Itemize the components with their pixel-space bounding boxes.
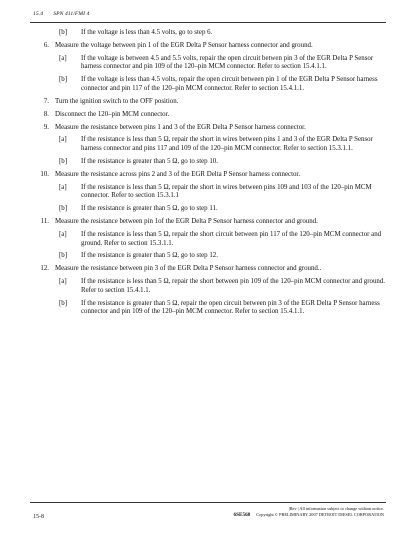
footer-notice: |Rev | All information subject to change without notice.	[288, 506, 384, 511]
step-text: If the resistance is greater than 5 Ω, repair the open circuit between pin 3 of the EGR Delta P Sensor harness connector and pin 109 of the 120–pin MCM connector. Refer to section 15.4.1.1.	[81, 299, 380, 316]
step-text: Measure the resistance between pins 1 and 3 of the EGR Delta P Sensor harness connector.	[55, 123, 306, 131]
step	[33, 111, 388, 120]
step-label: [b]	[59, 299, 68, 307]
step	[33, 218, 388, 227]
step-label: 10.	[40, 170, 49, 178]
step-label: [a]	[59, 230, 67, 238]
sub-step	[33, 205, 388, 214]
step-text: If the resistance is less than 5 Ω, repair the short in wires between pins 1 and 3 of the EGR Delta P Sensor harness connector and pins 117 and 109 of the 120–pin MCM connector. Refer to section 15.3.1.1.	[81, 136, 373, 153]
step-text: If the resistance is less than 5 Ω, repair the short circuit between pin 117 of the 120–pin MCM connector and ground. Refer to section 15.3.1.1.	[81, 230, 382, 247]
sub-step	[33, 158, 388, 167]
step	[33, 42, 388, 51]
running-header	[33, 11, 90, 17]
footer-divider	[30, 502, 386, 503]
header-divider	[30, 22, 386, 23]
step-text: If the resistance is greater than 5 Ω, go to step 10.	[81, 157, 218, 165]
step	[33, 98, 388, 107]
step-label: 11.	[40, 218, 49, 226]
step-label: [a]	[59, 54, 67, 62]
step-text: Measure the voltage between pin 1 of the EGR Delta P Sensor harness connector and ground.	[55, 41, 313, 49]
step-text: If the voltage is between 4.5 and 5.5 volts, repair the open circuit betwen pin 3 of the EGR Delta P Sensor harness connector and pin 109 of the 120–pin MCM connector. Refer to section 15.4.1.1.	[81, 54, 374, 71]
document-code: 6SE568	[233, 512, 251, 518]
procedure-steps	[33, 29, 388, 321]
sub-step	[33, 300, 388, 317]
step-text: Measure the resistance between pin 3 of the EGR Delta P Sensor harness connector and ground..	[55, 265, 322, 273]
step-label: 12.	[40, 265, 49, 273]
step-text: If the voltage is less than 4.5 volts, go to step 6.	[81, 29, 213, 36]
step	[33, 171, 388, 180]
step-text: Measure the resistance between pin 1of the EGR Delta P Sensor harness connector and ground.	[55, 218, 318, 226]
page-number: 15-8	[33, 514, 44, 520]
step-label: 8.	[43, 110, 49, 118]
step	[33, 265, 388, 274]
step-label: 9.	[43, 123, 49, 131]
header-section-number: 15.4	[33, 11, 44, 17]
step-label: [b]	[59, 157, 68, 165]
copyright-text: Copyright © PRELIMINARY 2007 DETROIT DIESEL CORPORATION	[256, 512, 384, 517]
sub-step	[33, 55, 388, 72]
step-text: Disconnect the 120–pin MCM connector.	[55, 110, 170, 118]
step-text: Turn the ignition switch to the OFF position.	[55, 97, 179, 105]
step-label: [b]	[59, 29, 68, 36]
sub-step	[33, 278, 388, 295]
step-text: If the resistance is less than 5 Ω, repair the short between pin 109 of the 120–pin MCM connector and ground. Refer to section 15.4.1.1.	[81, 278, 386, 294]
sub-step	[33, 231, 388, 248]
footer-info	[234, 506, 384, 518]
step-label: [b]	[59, 205, 68, 213]
step-text: If the resistance is less than 5 Ω, repair the short in wires between pins 109 and 103 of the 120–pin MCM connector. Refer to section 15.3.1.1	[81, 183, 372, 200]
step-text: If the voltage is less than 4.5 volts, repair the open circuit between pin 1 of the EGR Delta P Sensor harness connector and pin 117 of the 120–pin MCM connector. Refer to section 15.4.1.1.	[81, 76, 378, 92]
step-label: [a]	[59, 136, 67, 144]
sub-step	[33, 252, 388, 261]
sub-step	[33, 136, 388, 153]
sub-step	[33, 184, 388, 201]
step-label: [a]	[59, 183, 67, 191]
step-text: If the resistance is greater than 5 Ω, go to step 11.	[81, 205, 218, 213]
step-label: 7.	[43, 97, 49, 105]
step-text: If the resistance is greater than 5 Ω, go to step 12.	[81, 252, 218, 260]
step-text: Measure the resistance across pins 2 and 3 of the EGR Delta P Sensor harness connector.	[55, 170, 301, 178]
step-label: 6.	[43, 41, 49, 49]
step	[33, 124, 388, 133]
step-label: [a]	[59, 278, 67, 286]
header-title: SPN 411/FMI 4	[53, 11, 90, 17]
step-label: [b]	[59, 76, 68, 84]
sub-step	[33, 76, 388, 93]
step-label: [b]	[59, 252, 68, 260]
sub-step	[33, 29, 388, 38]
